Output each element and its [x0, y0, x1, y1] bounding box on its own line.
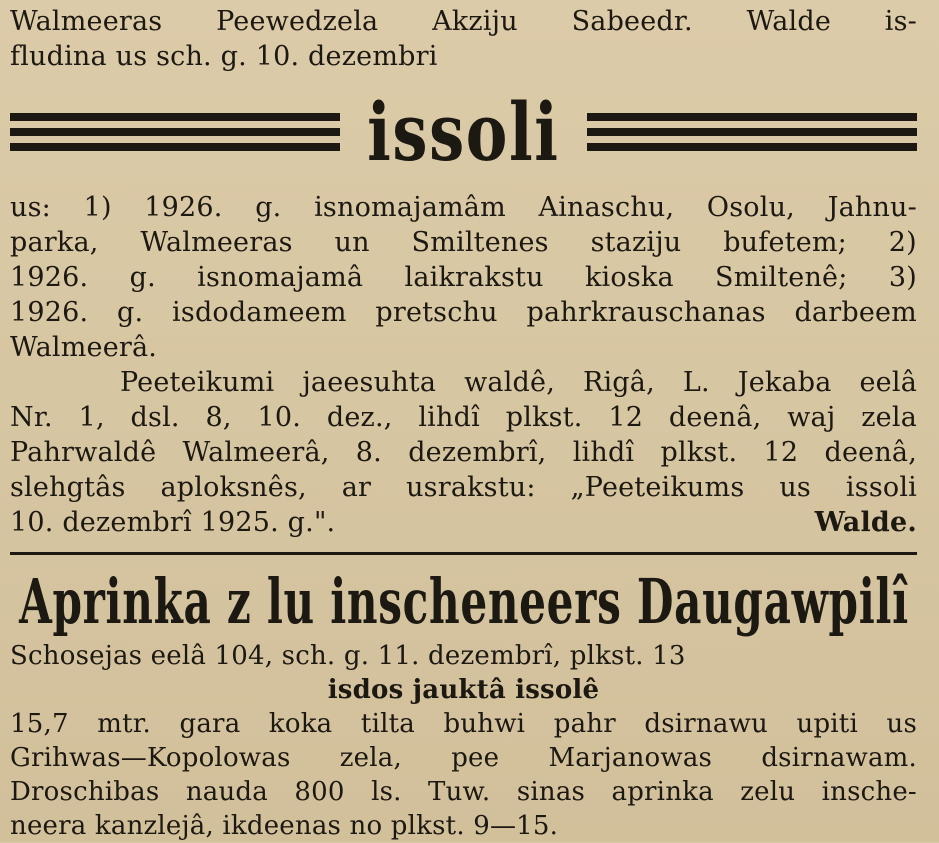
word: aprinka — [611, 777, 714, 807]
word: tilta — [360, 709, 415, 739]
word: 8. — [355, 437, 382, 468]
auction-type-line: isdos jauktâ issolê — [327, 675, 600, 705]
word: 1) — [83, 192, 112, 223]
word: dezembrî, — [408, 437, 547, 468]
decorative-rule-left — [10, 113, 340, 151]
word: Jekaba — [737, 367, 832, 398]
word: 8, — [205, 402, 232, 433]
word: 1926. — [10, 297, 89, 328]
word: Walmeerâ. — [10, 332, 158, 363]
word: Walmeeras — [140, 227, 293, 258]
closing-date: 10. dezembrî 1925. g.". — [10, 507, 336, 538]
word: insche- — [821, 777, 917, 807]
word: 1926. — [144, 192, 223, 223]
word: pahr — [553, 709, 616, 739]
word: dez., — [326, 402, 393, 433]
word: dsirnawam. — [761, 743, 917, 773]
word: Droschibas — [10, 777, 160, 807]
tender-notice-walmeera — [10, 0, 917, 540]
word: usrakstu: — [406, 472, 536, 503]
body2-line-1 — [10, 707, 917, 741]
word: Akziju — [432, 6, 518, 37]
word: aploksnês, — [160, 472, 307, 503]
word: Osolu, — [706, 192, 795, 223]
terms-line-2 — [10, 400, 917, 435]
word: us — [779, 472, 811, 503]
word: upiti — [796, 709, 858, 739]
word: lihdî — [572, 437, 635, 468]
word: dsl. — [130, 402, 180, 433]
word: issoli — [845, 472, 917, 503]
column-separator-rule — [10, 552, 917, 555]
word: Peewedzela — [216, 6, 379, 37]
word: Rigâ, — [582, 367, 655, 398]
word: 1926. — [10, 262, 89, 293]
decorative-rule-right — [587, 113, 917, 151]
word: Tuw. — [428, 777, 491, 807]
word: us: — [10, 192, 51, 223]
headline-issoli: issoli — [367, 85, 560, 179]
body-line-4 — [10, 295, 917, 330]
word: waj — [787, 402, 836, 433]
tender-notice-daugawpils — [10, 565, 917, 843]
word: sinas — [516, 777, 586, 807]
word: bufetem; — [723, 227, 847, 258]
word: pee — [451, 743, 500, 773]
word: 10. — [255, 41, 300, 72]
word: ar — [341, 472, 372, 503]
word: 10. — [257, 402, 302, 433]
word: mtr. — [97, 709, 151, 739]
word: waldê, — [464, 367, 555, 398]
word: g. — [117, 297, 144, 328]
word: parka, — [10, 227, 99, 258]
word: plkst. — [660, 437, 738, 468]
word: 15,7 — [10, 709, 69, 739]
word: Sabeedr. — [571, 6, 693, 37]
word: pretschu — [375, 297, 498, 328]
word: Walmeeras — [10, 6, 163, 37]
word: plkst. — [505, 402, 583, 433]
word: laikrakstu — [404, 262, 544, 293]
address-line: Schosejas eelâ 104, sch. g. 11. dezembrî, plkst. 13 — [10, 641, 686, 671]
word: slehgtâs — [10, 472, 126, 503]
word: nauda — [185, 777, 268, 807]
word: kioska — [584, 262, 674, 293]
body-line-1 — [10, 190, 917, 225]
word: Grihwas—Kopolowas — [10, 743, 291, 773]
word: Peeteikumi — [120, 367, 275, 398]
word: sch. — [156, 41, 212, 72]
signature-walde: Walde. — [814, 507, 917, 538]
word: eelâ — [859, 367, 917, 398]
terms-line-4 — [10, 470, 917, 505]
word: g. — [220, 41, 247, 72]
word: dsirnawu — [644, 709, 768, 739]
word: pahrkrauschanas — [526, 297, 766, 328]
word: ls. — [371, 777, 402, 807]
word: Marjanowas — [548, 743, 713, 773]
word: zela, — [339, 743, 402, 773]
headline-engineer-daugawpils: Aprinka z lu inscheneers Daugawpilî — [19, 565, 909, 638]
body-line-2 — [10, 225, 917, 260]
word: 12 — [763, 437, 799, 468]
word: dezembri — [308, 41, 438, 72]
word: 1, — [78, 402, 105, 433]
word: fludina — [10, 41, 107, 72]
terms-line-1 — [10, 365, 917, 400]
word: zelu — [740, 777, 796, 807]
word: 12 — [608, 402, 644, 433]
word: un — [334, 227, 370, 258]
word: Ainaschu, — [538, 192, 675, 223]
word: 2) — [888, 227, 917, 258]
word: Smiltenê; — [715, 262, 848, 293]
word: isnomajamâm — [314, 192, 506, 223]
intro-line-1 — [10, 4, 917, 39]
word: Nr. — [10, 402, 53, 433]
intro-line-2 — [10, 39, 917, 74]
word: L. — [682, 367, 710, 398]
word: is- — [884, 6, 917, 37]
word: gara — [179, 709, 241, 739]
body2-line-3 — [10, 775, 917, 809]
word: g. — [129, 262, 156, 293]
word: deenâ, — [668, 402, 762, 433]
body2-line-2 — [10, 741, 917, 775]
word: Walmeerâ, — [182, 437, 330, 468]
word: Pahrwaldê — [10, 437, 157, 468]
word: Smiltenes — [411, 227, 549, 258]
word: isnomajamâ — [197, 262, 364, 293]
word: deenâ, — [824, 437, 917, 468]
word: koka — [268, 709, 333, 739]
terms-line-3 — [10, 435, 917, 470]
word: g. — [255, 192, 282, 223]
word: isdodameem — [172, 297, 347, 328]
word: 3) — [888, 262, 917, 293]
body-line-3 — [10, 260, 917, 295]
word: zela — [861, 402, 917, 433]
body-line-5 — [10, 330, 917, 365]
word: „Peeteikums — [570, 472, 745, 503]
word: darbeem — [794, 297, 917, 328]
word: us — [886, 709, 917, 739]
closing-line — [10, 505, 917, 540]
body2-line-4: neera kanzlejâ, ikdeenas no plkst. 9—15. — [10, 811, 559, 841]
word: Jahnu- — [827, 192, 917, 223]
word: lihdî — [418, 402, 480, 433]
word: buhwi — [443, 709, 526, 739]
word: 800 — [294, 777, 345, 807]
word: us — [115, 41, 148, 72]
headline-row — [10, 76, 917, 188]
word: Walde — [746, 6, 831, 37]
word: jaeesuhta — [302, 367, 437, 398]
word: staziju — [590, 227, 682, 258]
